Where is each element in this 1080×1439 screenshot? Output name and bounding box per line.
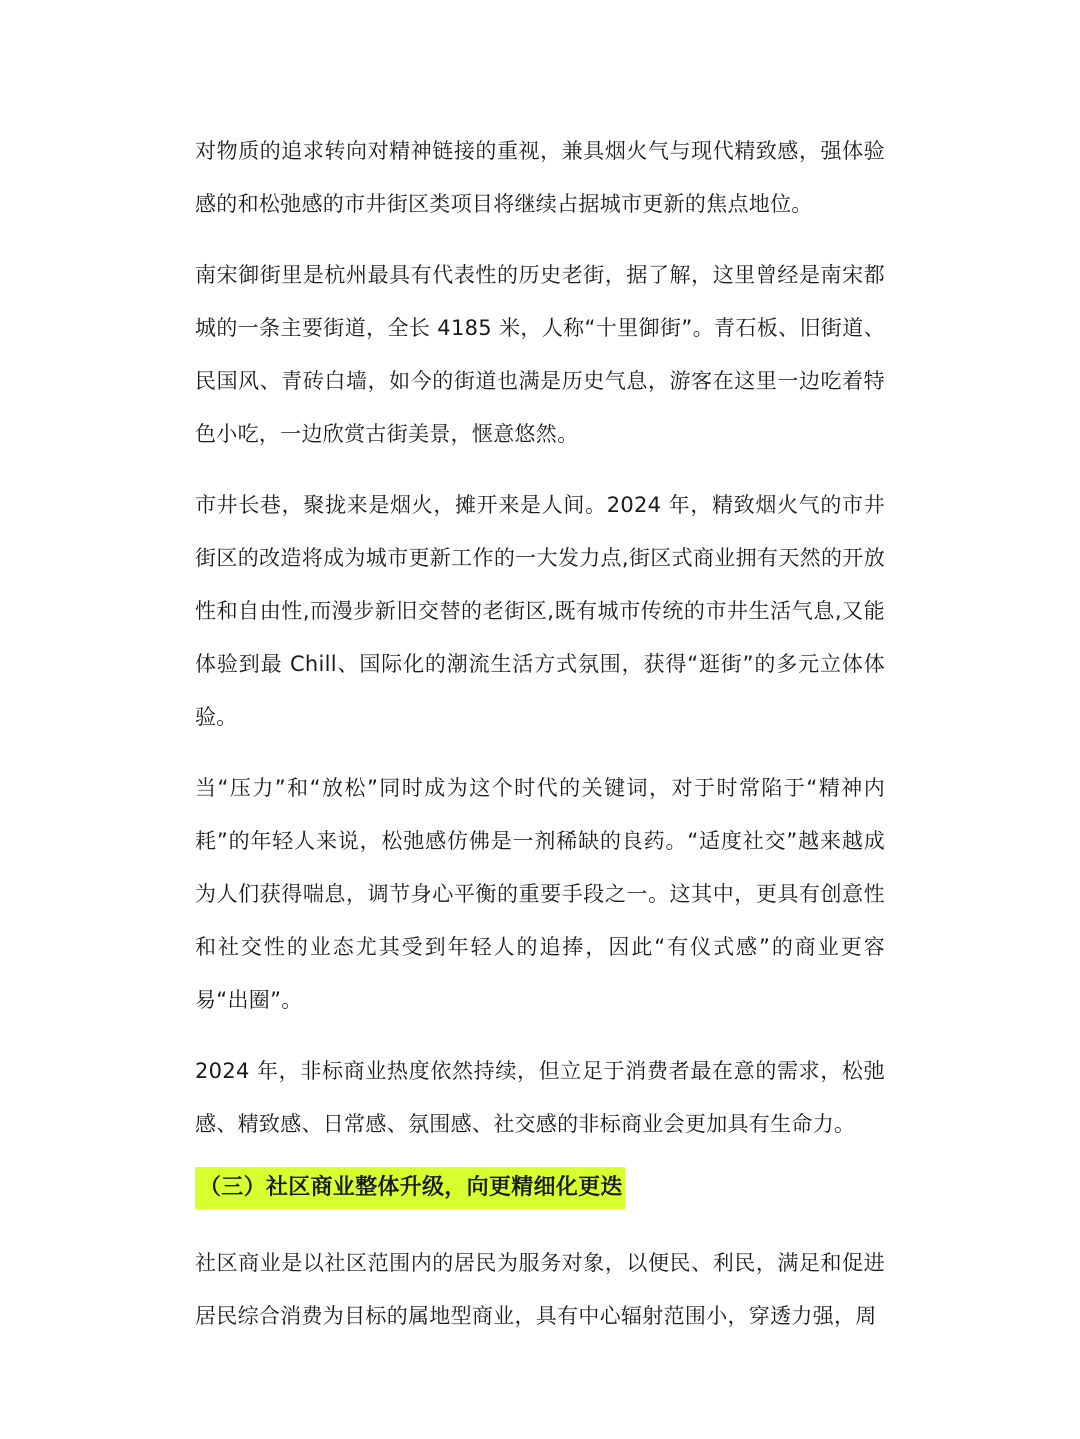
section-heading: （三）社区商业整体升级，向更精细化更迭 — [195, 1167, 625, 1209]
section-heading-row — [195, 1167, 885, 1225]
document-page — [195, 125, 885, 1361]
paragraph-3: 市井长巷，聚拢来是烟火，摊开来是人间。2024 年，精致烟火气的市井街区的改造将成为城市更新工作的一大发力点,街区式商业拥有天然的开放性和自由性,而漫步新旧交替的老街区,既有城市传统的市井生活气息,又能体验到最 Chill、国际化的潮流生活方式氛围，获得“逛街”的多元立体体验。 — [195, 493, 885, 729]
paragraph-1: 对物质的追求转向对精神链接的重视，兼具烟火气与现代精致感，强体验感的和松弛感的市井街区类项目将继续占据城市更新的焦点地位。 — [195, 139, 885, 216]
paragraph-5: 2024 年，非标商业热度依然持续，但立足于消费者最在意的需求，松弛感、精致感、日常感、氛围感、社交感的非标商业会更加具有生命力。 — [195, 1059, 885, 1136]
paragraph-6: 社区商业是以社区范围内的居民为服务对象，以便民、利民，满足和促进居民综合消费为目标的属地型商业，具有中心辐射范围小，穿透力强，周 — [195, 1251, 885, 1328]
paragraph-2: 南宋御街里是杭州最具有代表性的历史老街，据了解，这里曾经是南宋都城的一条主要街道，全长 4185 米，人称“十里御街”。青石板、旧街道、民国风、青砖白墙，如今的街道也满是历史气息，游客在这里一边吃着特色小吃，一边欣赏古街美景，惬意悠然。 — [195, 263, 885, 446]
paragraph-4: 当“压力”和“放松”同时成为这个时代的关键词，对于时常陷于“精神内耗”的年轻人来说，松弛感仿佛是一剂稀缺的良药。“适度社交”越来越成为人们获得喘息，调节身心平衡的重要手段之一。这其中，更具有创意性和社交性的业态尤其受到年轻人的追捧，因此“有仪式感”的商业更容易“出圈”。 — [195, 776, 885, 1012]
